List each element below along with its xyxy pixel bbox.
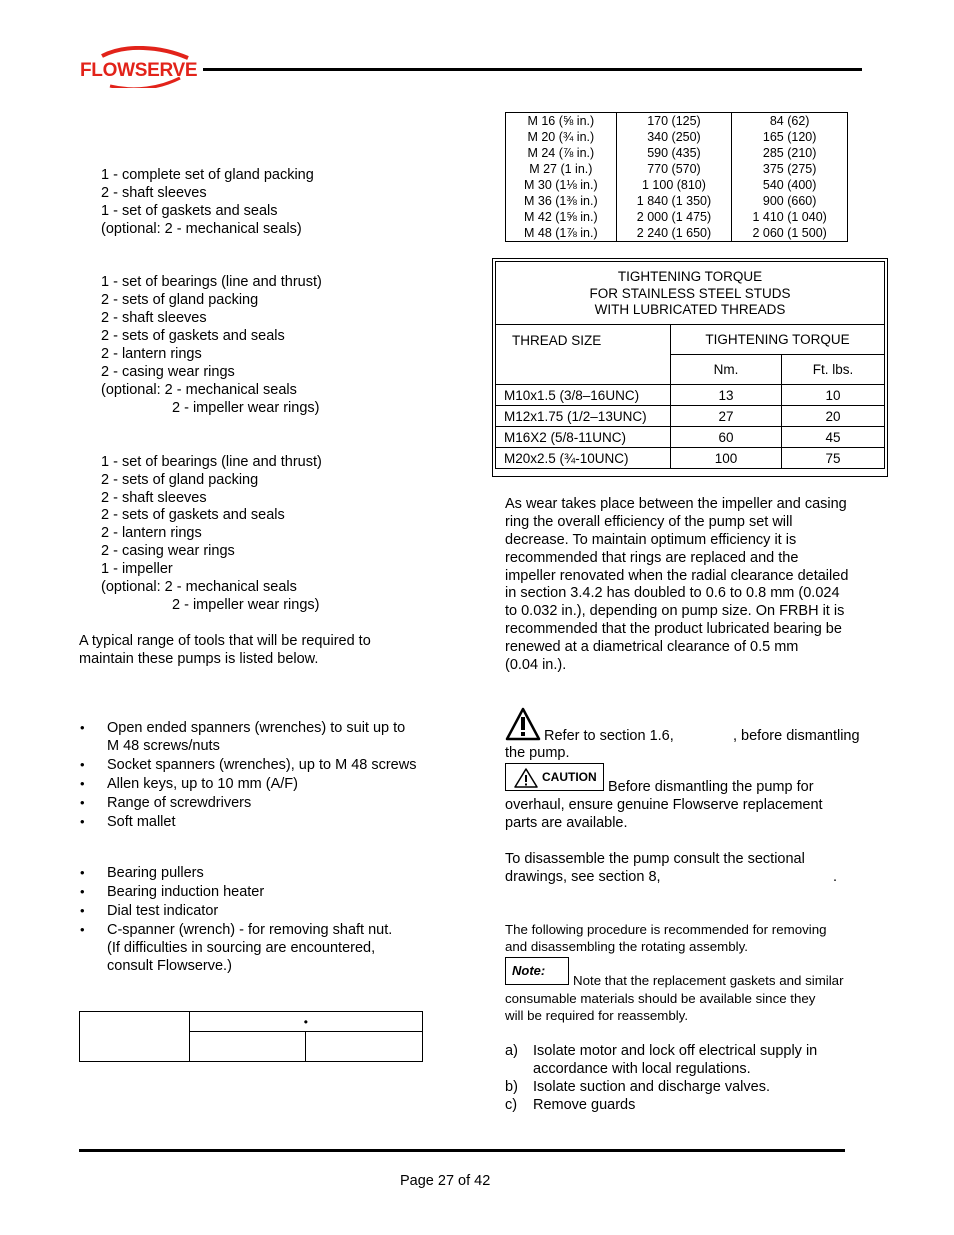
list-item: 2 - casing wear rings bbox=[101, 543, 235, 559]
list-item: 1 - complete set of gland packing bbox=[101, 167, 314, 183]
paragraph-line: renewed at a diametrical clearance of 0.5 mm bbox=[505, 639, 799, 655]
table-row bbox=[496, 427, 885, 448]
note-label: Note: bbox=[512, 963, 546, 978]
step-text: Isolate motor and lock off electrical supply in bbox=[533, 1043, 818, 1059]
warning-text-a: Refer to section 1.6, bbox=[544, 728, 674, 744]
table-title-line: FOR STAINLESS STEEL STUDS bbox=[589, 285, 791, 301]
list-item: Bearing pullers bbox=[107, 865, 204, 881]
table-row bbox=[506, 113, 848, 130]
table-cell: 590 (435) bbox=[616, 145, 732, 161]
torque-header: TIGHTENING TORQUE bbox=[671, 325, 885, 355]
table-cell: M12x1.75 (1/2–13UNC) bbox=[496, 406, 671, 427]
disassemble-text: To disassemble the pump consult the sectional bbox=[505, 851, 805, 867]
list-item: (If difficulties in sourcing are encountered, bbox=[107, 940, 376, 956]
list-item: 1 - set of bearings (line and thrust) bbox=[101, 274, 322, 290]
table-cell: 1 100 (810) bbox=[616, 177, 732, 193]
table-row bbox=[496, 385, 885, 406]
procedure-text: and disassembling the rotating assembly. bbox=[505, 939, 748, 954]
list-item: 1 - set of bearings (line and thrust) bbox=[101, 454, 322, 470]
paragraph-line: in section 3.4.2 has doubled to 0.6 to 0.8 mm (0.024 bbox=[505, 585, 840, 601]
table-cell: M 48 (1⅞ in.) bbox=[506, 225, 617, 242]
note-text: Note that the replacement gaskets and similar bbox=[573, 973, 844, 988]
table-row bbox=[496, 448, 885, 469]
table-title-line: WITH LUBRICATED THREADS bbox=[594, 302, 786, 318]
bullet-icon: • bbox=[80, 720, 85, 735]
warning-text-b: , before dismantling bbox=[733, 728, 860, 744]
paragraph-line: ring the overall efficiency of the pump set will bbox=[505, 514, 793, 530]
step-text: Isolate suction and discharge valves. bbox=[533, 1079, 770, 1095]
ftlbs-header: Ft. lbs. bbox=[782, 355, 885, 385]
table-cell bbox=[189, 1032, 306, 1062]
table-cell: M 42 (1⅝ in.) bbox=[506, 209, 617, 225]
list-item: 2 - impeller wear rings) bbox=[172, 597, 320, 613]
bullet-icon: • bbox=[80, 903, 85, 918]
list-item: Bearing induction heater bbox=[107, 884, 265, 900]
caution-text: overhaul, ensure genuine Flowserve replacement bbox=[505, 797, 823, 813]
list-item: 2 - lantern rings bbox=[101, 525, 202, 541]
table-cell: 75 bbox=[782, 448, 885, 469]
footer-rule bbox=[79, 1149, 845, 1152]
table-row bbox=[506, 177, 848, 193]
table-cell: M 27 (1 in.) bbox=[506, 161, 617, 177]
table-cell: M 30 (1⅛ in.) bbox=[506, 177, 617, 193]
table-cell: 20 bbox=[782, 406, 885, 427]
table-row bbox=[506, 129, 848, 145]
list-item: 2 - shaft sleeves bbox=[101, 310, 207, 326]
list-item: (optional: 2 - mechanical seals) bbox=[101, 221, 302, 237]
list-item: Soft mallet bbox=[107, 814, 176, 830]
table-cell: M20x2.5 (¾-10UNC) bbox=[496, 448, 671, 469]
step-letter: b) bbox=[505, 1079, 518, 1095]
step-letter: a) bbox=[505, 1043, 518, 1059]
warning-text-2: the pump. bbox=[505, 745, 570, 761]
note-text: consumable materials should be available since they bbox=[505, 991, 816, 1006]
list-item: Socket spanners (wrenches), up to M 48 screws bbox=[107, 757, 417, 773]
page-number: Page 27 of 42 bbox=[400, 1173, 491, 1189]
step-letter: c) bbox=[505, 1097, 518, 1113]
bullet-icon: • bbox=[80, 922, 85, 937]
table-cell: 84 (62) bbox=[732, 113, 848, 130]
caution-label: CAUTION bbox=[542, 770, 597, 784]
list-item: 2 - shaft sleeves bbox=[101, 185, 207, 201]
paragraph-line: As wear takes place between the impeller and casing bbox=[505, 496, 847, 512]
note-badge bbox=[505, 957, 569, 985]
table-cell: 340 (250) bbox=[616, 129, 732, 145]
table-cell: 1 840 (1 350) bbox=[616, 193, 732, 209]
torque-table-carbon-steel bbox=[505, 112, 848, 242]
paragraph-line: recommended that rings are replaced and the bbox=[505, 550, 799, 566]
list-item: Allen keys, up to 10 mm (A/F) bbox=[107, 776, 298, 792]
table-cell: 900 (660) bbox=[732, 193, 848, 209]
table-row bbox=[506, 161, 848, 177]
paragraph-line: to 0.032 in.), depending on pump size. On FRBH it is bbox=[505, 603, 845, 619]
list-item: 2 - sets of gaskets and seals bbox=[101, 328, 285, 344]
table-cell: 1 410 (1 040) bbox=[732, 209, 848, 225]
list-item: 1 - set of gaskets and seals bbox=[101, 203, 278, 219]
bullet-icon: • bbox=[80, 795, 85, 810]
list-item: 2 - sets of gland packing bbox=[101, 292, 259, 308]
table-row bbox=[506, 145, 848, 161]
list-item: 2 - sets of gaskets and seals bbox=[101, 507, 285, 523]
header-rule bbox=[203, 68, 862, 71]
step-text: Remove guards bbox=[533, 1097, 636, 1113]
table-cell: 2 000 (1 475) bbox=[616, 209, 732, 225]
table-cell: M 16 (⅝ in.) bbox=[506, 113, 617, 130]
logo-text: FLOWSERVE bbox=[80, 60, 198, 81]
caution-text: Before dismantling the pump for bbox=[608, 779, 814, 795]
bullet-icon: • bbox=[80, 776, 85, 791]
disassemble-text: . bbox=[833, 869, 838, 885]
paragraph-line: recommended that the product lubricated bearing be bbox=[505, 621, 842, 637]
list-item: Range of screwdrivers bbox=[107, 795, 252, 811]
paragraph-line: (0.04 in.). bbox=[505, 657, 567, 673]
table-cell: 170 (125) bbox=[616, 113, 732, 130]
tools-intro-line: maintain these pumps is listed below. bbox=[79, 651, 319, 667]
tools-intro-line: A typical range of tools that will be required to bbox=[79, 633, 371, 649]
list-item: (optional: 2 - mechanical seals bbox=[101, 579, 297, 595]
list-item: 1 - impeller bbox=[101, 561, 173, 577]
table-cell: M 24 (⅞ in.) bbox=[506, 145, 617, 161]
table-cell: 2 240 (1 650) bbox=[616, 225, 732, 242]
table-cell: M10x1.5 (3/8–16UNC) bbox=[496, 385, 671, 406]
list-item: (optional: 2 - mechanical seals bbox=[101, 382, 297, 398]
flowserve-logo bbox=[80, 46, 198, 88]
table-cell: 60 bbox=[671, 427, 782, 448]
bullet-icon: • bbox=[80, 865, 85, 880]
table-cell: M 36 (1⅜ in.) bbox=[506, 193, 617, 209]
table-row bbox=[506, 209, 848, 225]
table-cell bbox=[80, 1012, 190, 1062]
list-item: Open ended spanners (wrenches) to suit up to bbox=[107, 720, 406, 736]
list-item: consult Flowserve.) bbox=[107, 958, 232, 974]
caution-triangle-icon bbox=[514, 768, 538, 788]
list-item: Dial test indicator bbox=[107, 903, 219, 919]
table-row bbox=[506, 193, 848, 209]
empty-table bbox=[79, 1011, 423, 1062]
list-item: 2 - lantern rings bbox=[101, 346, 202, 362]
step-text: accordance with local regulations. bbox=[533, 1061, 751, 1077]
torque-table-inner bbox=[495, 261, 885, 469]
list-item: 2 - casing wear rings bbox=[101, 364, 235, 380]
disassemble-text: drawings, see section 8, bbox=[505, 869, 661, 885]
list-item: 2 - impeller wear rings) bbox=[172, 400, 320, 416]
warning-triangle-icon bbox=[505, 707, 541, 741]
table-cell: 770 (570) bbox=[616, 161, 732, 177]
caution-text: parts are available. bbox=[505, 815, 628, 831]
list-item: 2 - sets of gland packing bbox=[101, 472, 259, 488]
thread-size-header: THREAD SIZE bbox=[496, 325, 671, 385]
table-cell bbox=[306, 1032, 423, 1062]
list-item: C-spanner (wrench) - for removing shaft nut. bbox=[107, 922, 393, 938]
torque-table-stainless bbox=[492, 258, 888, 477]
table-cell: 540 (400) bbox=[732, 177, 848, 193]
table-cell: 100 bbox=[671, 448, 782, 469]
bullet-icon: • bbox=[80, 884, 85, 899]
nm-header: Nm. bbox=[671, 355, 782, 385]
table-cell: 285 (210) bbox=[732, 145, 848, 161]
table-header-cell bbox=[189, 1012, 422, 1032]
table-cell: 13 bbox=[671, 385, 782, 406]
table-cell: 27 bbox=[671, 406, 782, 427]
table-cell: 2 060 (1 500) bbox=[732, 225, 848, 242]
table-cell: 10 bbox=[782, 385, 885, 406]
table-cell: M 20 (¾ in.) bbox=[506, 129, 617, 145]
table-cell: 45 bbox=[782, 427, 885, 448]
table-cell: M16X2 (5/8-11UNC) bbox=[496, 427, 671, 448]
list-item: 2 - shaft sleeves bbox=[101, 490, 207, 506]
bullet-icon: • bbox=[80, 757, 85, 772]
table-cell: 165 (120) bbox=[732, 129, 848, 145]
list-item: M 48 screws/nuts bbox=[107, 738, 220, 754]
paragraph-line: decrease. To maintain optimum efficiency it is bbox=[505, 532, 797, 548]
table-row bbox=[506, 225, 848, 242]
caution-badge bbox=[505, 763, 604, 791]
header-dot: • bbox=[303, 1014, 308, 1029]
table-cell: 375 (275) bbox=[732, 161, 848, 177]
procedure-text: The following procedure is recommended for removing bbox=[505, 922, 827, 937]
bullet-icon: • bbox=[80, 814, 85, 829]
table-row bbox=[496, 406, 885, 427]
table-title bbox=[496, 262, 885, 325]
table-title-line: TIGHTENING TORQUE bbox=[617, 269, 763, 285]
paragraph-line: impeller renovated when the radial clearance detailed bbox=[505, 568, 849, 584]
note-text: will be required for reassembly. bbox=[505, 1008, 689, 1023]
